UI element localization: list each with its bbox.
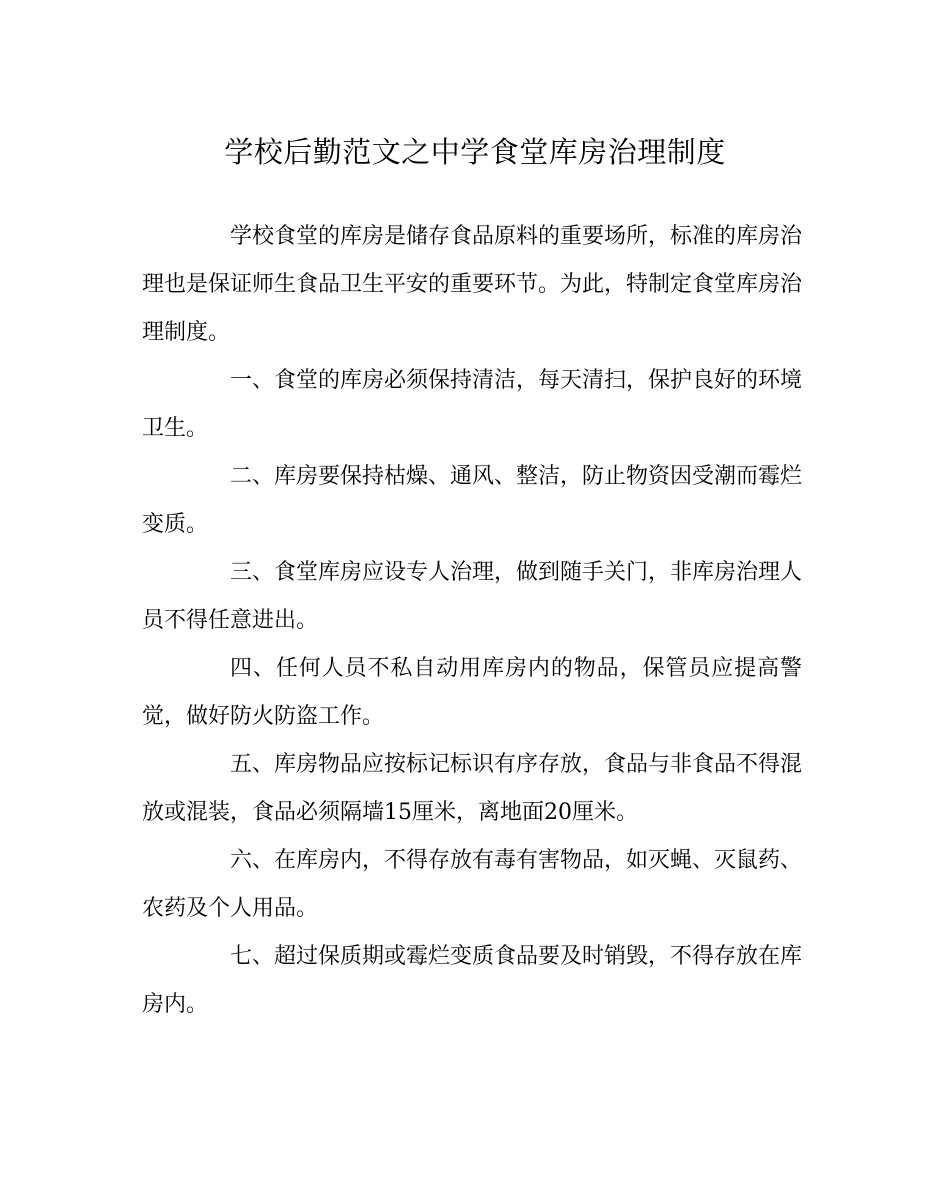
rule-7-paragraph: 七、超过保质期或霉烂变质食品要及时销毁，不得存放在库房内。 [142, 944, 803, 1017]
rule-2-paragraph: 二、库房要保持枯燥、通风、整洁，防止物资因受潮而霉烂变质。 [142, 464, 803, 537]
rule-4-paragraph: 四、任何人员不私自动用库房内的物品，保管员应提高警觉，做好防火防盗工作。 [142, 656, 802, 729]
rule-5-paragraph: 五、库房物品应按标记标识有序存放，食品与非食品不得混放或混装，食品必须隔墙15厘米，离地面20厘米。 [142, 752, 803, 825]
document-body [142, 213, 802, 1029]
rule-1-paragraph: 一、食堂的库房必须保持清洁，每天清扫，保护良好的环境卫生。 [142, 368, 803, 441]
rule-3-paragraph: 三、食堂库房应设专人治理，做到随手关门，非库房治理人员不得任意进出。 [142, 560, 803, 633]
document-title: 学校后勤范文之中学食堂库房治理制度 [224, 135, 726, 169]
intro-paragraph: 学校食堂的库房是储存食品原料的重要场所，标准的库房治理也是保证师生食品卫生平安的重要环节。为此，特制定食堂库房治理制度。 [142, 224, 803, 345]
rule-6-paragraph: 六、在库房内，不得存放有毒有害物品，如灭蝇、灭鼠药、农药及个人用品。 [142, 848, 803, 921]
